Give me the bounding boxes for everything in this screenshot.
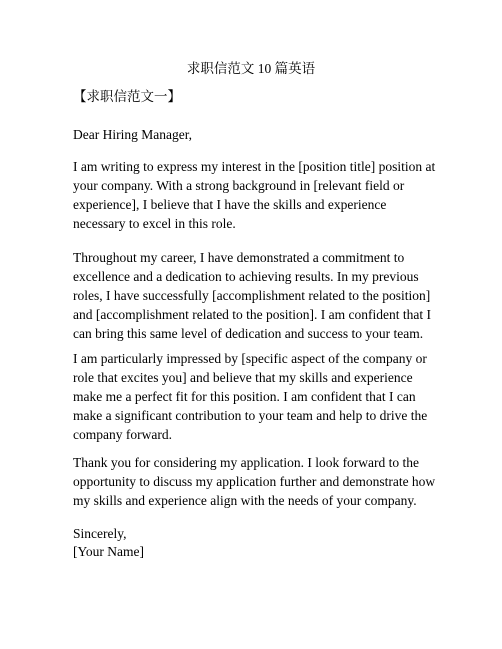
letter-paragraph-4: Thank you for considering my application. I look forward to the opportunity to discuss my application further and demonstrate how my skills and experience align with the needs of your company. xyxy=(73,455,436,508)
letter-paragraph-1: I am writing to express my interest in the [position title] position at your company. With a strong background in [relevant field or experience], I believe that I have the skills and experience necessary to excel in this role. xyxy=(73,159,436,231)
letter-greeting: Dear Hiring Manager, xyxy=(73,127,193,142)
document-title: 求职信范文 10 篇英语 xyxy=(186,61,316,76)
section-heading: 【求职信范文一】 xyxy=(73,89,181,104)
letter-signature: [Your Name] xyxy=(73,544,144,559)
letter-paragraph-3: I am particularly impressed by [specific aspect of the company or role that excites you] and believe that my skills and experience make me a perfect fit for this position. I am confident that I can make a significant contribution to your team and help to drive the company forward. xyxy=(73,351,428,442)
letter-paragraph-2: Throughout my career, I have demonstrated a commitment to excellence and a dedication to achieving results. In my previous roles, I have successfully [accomplishment related to the position] and [accomplishment related to the position]. I am confident that I can bring this same level of dedication and success to your team. xyxy=(73,250,432,341)
letter-closing: Sincerely, xyxy=(73,526,127,541)
